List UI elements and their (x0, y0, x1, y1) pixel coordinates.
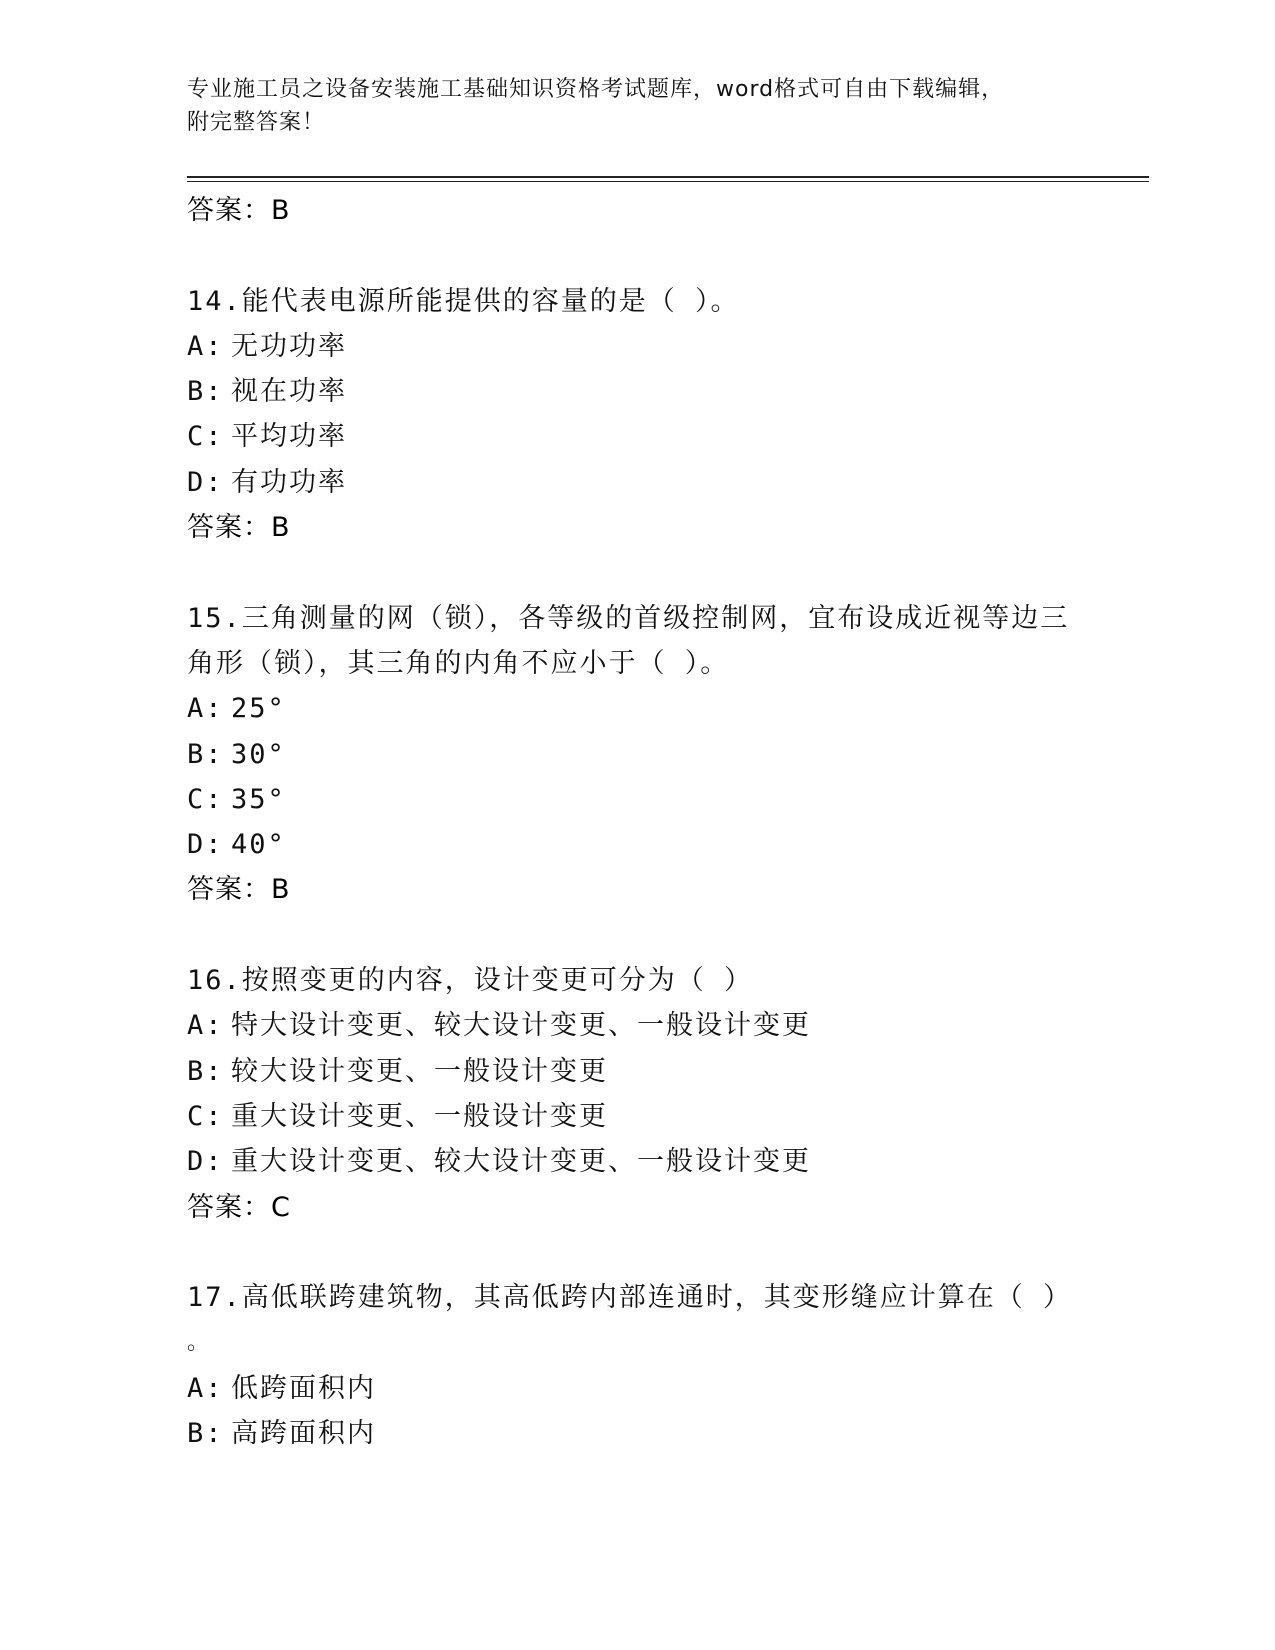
option-letter: C: (187, 783, 224, 815)
question-list (187, 188, 1087, 1456)
option-b (187, 732, 1087, 777)
option-text: 平均功率 (231, 421, 347, 453)
option-a (187, 1366, 1087, 1411)
option-a (187, 686, 1087, 731)
option-c (187, 414, 1087, 459)
question-17 (187, 1275, 1087, 1456)
question-stem-continued: 。 (187, 1330, 212, 1356)
option-text: 有功功率 (231, 466, 347, 498)
option-b (187, 1411, 1087, 1456)
spacer (187, 1230, 1087, 1275)
spacer (187, 550, 1087, 595)
option-letter: D: (187, 466, 224, 498)
option-text: 较大设计变更、一般设计变更 (231, 1055, 608, 1087)
option-b (187, 1049, 1087, 1094)
header-line-1: 专业施工员之设备安装施工基础知识资格考试题库，word格式可自由下载编辑， (187, 77, 1005, 102)
header-divider-thin (187, 181, 1149, 182)
option-letter: B: (187, 1418, 224, 1450)
option-text: 视在功率 (231, 376, 347, 408)
option-text: 35° (231, 783, 286, 815)
option-text: 高跨面积内 (231, 1418, 376, 1450)
option-letter: B: (187, 1055, 224, 1087)
header-line-2: 附完整答案！ (187, 110, 326, 135)
option-letter: C: (187, 1100, 224, 1132)
document-header (187, 73, 1067, 139)
option-a (187, 1003, 1087, 1048)
option-text: 无功功率 (231, 330, 347, 362)
option-text: 重大设计变更、较大设计变更、一般设计变更 (231, 1146, 811, 1178)
option-text: 40° (231, 829, 286, 861)
question-stem: 17.高低联跨建筑物，其高低跨内部连通时，其变形缝应计算在（ ） (187, 1282, 1073, 1314)
option-b (187, 369, 1087, 414)
question-stem: 14.能代表电源所能提供的容量的是（ ）。 (187, 285, 740, 317)
question-14 (187, 279, 1087, 551)
option-letter: A: (187, 693, 224, 725)
option-text: 低跨面积内 (231, 1372, 376, 1404)
option-letter: B: (187, 376, 224, 408)
question-16 (187, 958, 1087, 1230)
answer: 答案：B (187, 874, 291, 906)
question-15 (187, 596, 1087, 913)
option-text: 特大设计变更、较大设计变更、一般设计变更 (231, 1010, 811, 1042)
option-text: 30° (231, 738, 286, 770)
option-letter: A: (187, 330, 224, 362)
question-stem: 15.三角测量的网（锁），各等级的首级控制网，宜布设成近视等边三 (187, 602, 1070, 634)
option-d (187, 1139, 1087, 1184)
option-letter: C: (187, 421, 224, 453)
option-letter: D: (187, 829, 224, 861)
option-letter: B: (187, 738, 224, 770)
spacer (187, 913, 1087, 958)
question-stem: 16.按照变更的内容，设计变更可分为（ ） (187, 965, 754, 997)
option-d (187, 460, 1087, 505)
answer: 答案：C (187, 1191, 291, 1223)
header-divider-thick (187, 176, 1149, 178)
question-stem-continued: 角形（锁），其三角的内角不应小于（ ）。 (187, 647, 730, 679)
option-letter: A: (187, 1010, 224, 1042)
option-c (187, 777, 1087, 822)
previous-answer: 答案：B (187, 195, 291, 226)
option-d (187, 822, 1087, 867)
option-a (187, 324, 1087, 369)
option-letter: D: (187, 1146, 224, 1178)
option-letter: A: (187, 1372, 224, 1404)
option-text: 25° (231, 693, 286, 725)
option-text: 重大设计变更、一般设计变更 (231, 1100, 608, 1132)
option-c (187, 1094, 1087, 1139)
spacer (187, 233, 1087, 278)
answer: 答案：B (187, 512, 291, 544)
